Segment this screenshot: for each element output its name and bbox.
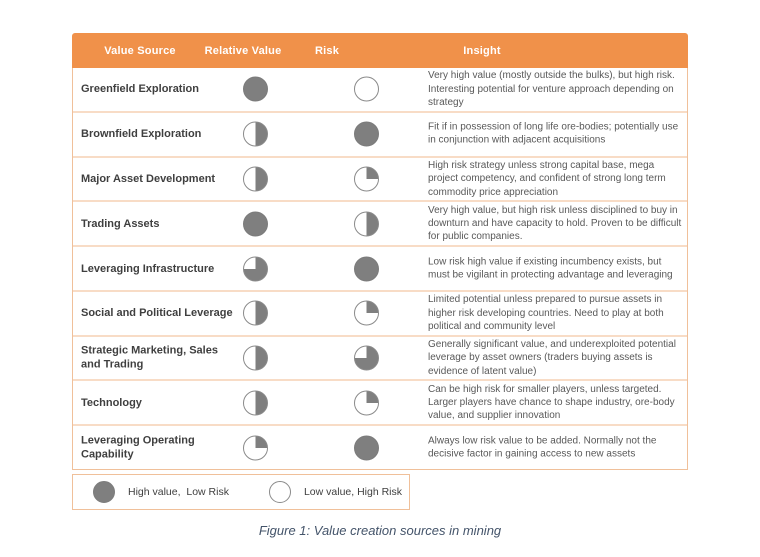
table-row bbox=[73, 379, 687, 424]
row-label: Leveraging Infrastructure bbox=[81, 262, 215, 275]
relative-value-harvey-ball bbox=[243, 256, 268, 281]
relative-value-harvey-ball bbox=[243, 122, 268, 147]
risk-harvey-ball bbox=[354, 301, 379, 326]
relative-value-harvey-ball bbox=[243, 77, 268, 102]
risk-harvey-ball bbox=[354, 256, 379, 281]
risk-harvey-ball bbox=[354, 435, 379, 460]
value-creation-table bbox=[72, 33, 688, 470]
risk-harvey-ball bbox=[354, 77, 379, 102]
table-row bbox=[73, 111, 687, 156]
row-insight: Fit if in possession of long life ore-bodies; potentially use in conjunction with adjacent acquisitions bbox=[428, 121, 679, 147]
table-row bbox=[73, 156, 687, 201]
row-label: Strategic Marketing, Sales and Trading bbox=[81, 344, 218, 372]
row-insight: Very high value (mostly outside the bulks), but high risk. Interesting potential for venture approach depending on strategy bbox=[428, 70, 675, 109]
row-insight: High risk strategy unless strong capital base, mega project competency, and confident of strong long term commodity price appreciation bbox=[428, 160, 666, 198]
row-label: Trading Assets bbox=[81, 217, 160, 230]
empty-circle-icon bbox=[269, 481, 291, 503]
header-value-source: Value Source bbox=[104, 44, 176, 57]
legend-item-high-value bbox=[93, 481, 229, 503]
row-label: Major Asset Development bbox=[81, 172, 216, 185]
table-row bbox=[73, 200, 687, 245]
row-insight: Low risk high value if existing incumbency exists, but must be vigilant in protecting advantage and leveraging bbox=[428, 256, 673, 281]
table-body bbox=[72, 68, 688, 470]
row-insight: Limited potential unless prepared to pursue assets in higher risk developing countries. Need to play at both political and community level bbox=[428, 294, 664, 332]
row-label: Leveraging Operating Capability bbox=[81, 434, 195, 461]
risk-harvey-ball bbox=[354, 122, 379, 147]
table-row bbox=[73, 335, 687, 380]
relative-value-harvey-ball bbox=[243, 435, 268, 460]
row-insight: Very high value, but high risk unless disciplined to buy in downturn and have capacity to hold. Proven to be difficult for public companies. bbox=[428, 204, 682, 243]
legend-label: Low value, High Risk bbox=[303, 486, 403, 498]
header-insight: Insight bbox=[463, 44, 501, 57]
relative-value-harvey-ball bbox=[243, 390, 268, 415]
risk-harvey-ball bbox=[354, 211, 379, 236]
row-label: Brownfield Exploration bbox=[81, 128, 202, 141]
table-row bbox=[73, 290, 687, 335]
harvey-ball-legend bbox=[72, 474, 410, 510]
risk-harvey-ball bbox=[354, 390, 379, 415]
filled-circle-icon bbox=[93, 481, 115, 503]
relative-value-harvey-ball bbox=[243, 166, 268, 191]
relative-value-harvey-ball bbox=[243, 346, 268, 371]
relative-value-harvey-ball bbox=[243, 211, 268, 236]
table-row bbox=[73, 245, 687, 290]
risk-harvey-ball bbox=[354, 346, 379, 371]
row-insight: Always low risk value to be added. Normally not the decisive factor in gaining access to new assets bbox=[428, 435, 657, 460]
table-header bbox=[72, 33, 688, 68]
header-risk: Risk bbox=[314, 44, 340, 57]
header-relative-value: Relative Value bbox=[204, 44, 282, 57]
figure-caption: Figure 1: Value creation sources in mining bbox=[258, 523, 502, 538]
relative-value-harvey-ball bbox=[243, 301, 268, 326]
legend-label: High value, Low Risk bbox=[128, 486, 229, 498]
legend-item-low-value bbox=[269, 481, 402, 503]
table-row bbox=[73, 424, 687, 469]
row-insight: Generally significant value, and underexploited potential leverage by asset owners (traders buying assets is evidence of latent value) bbox=[428, 339, 676, 377]
row-insight: Can be high risk for smaller players, unless targeted. Larger players have chance to shape industry, ore-body value, and supplier innovation bbox=[428, 383, 675, 422]
table-row bbox=[73, 68, 687, 111]
row-label: Technology bbox=[81, 396, 142, 409]
risk-harvey-ball bbox=[354, 166, 379, 191]
row-label: Social and Political Leverage bbox=[81, 307, 233, 320]
row-label: Greenfield Exploration bbox=[81, 83, 199, 96]
